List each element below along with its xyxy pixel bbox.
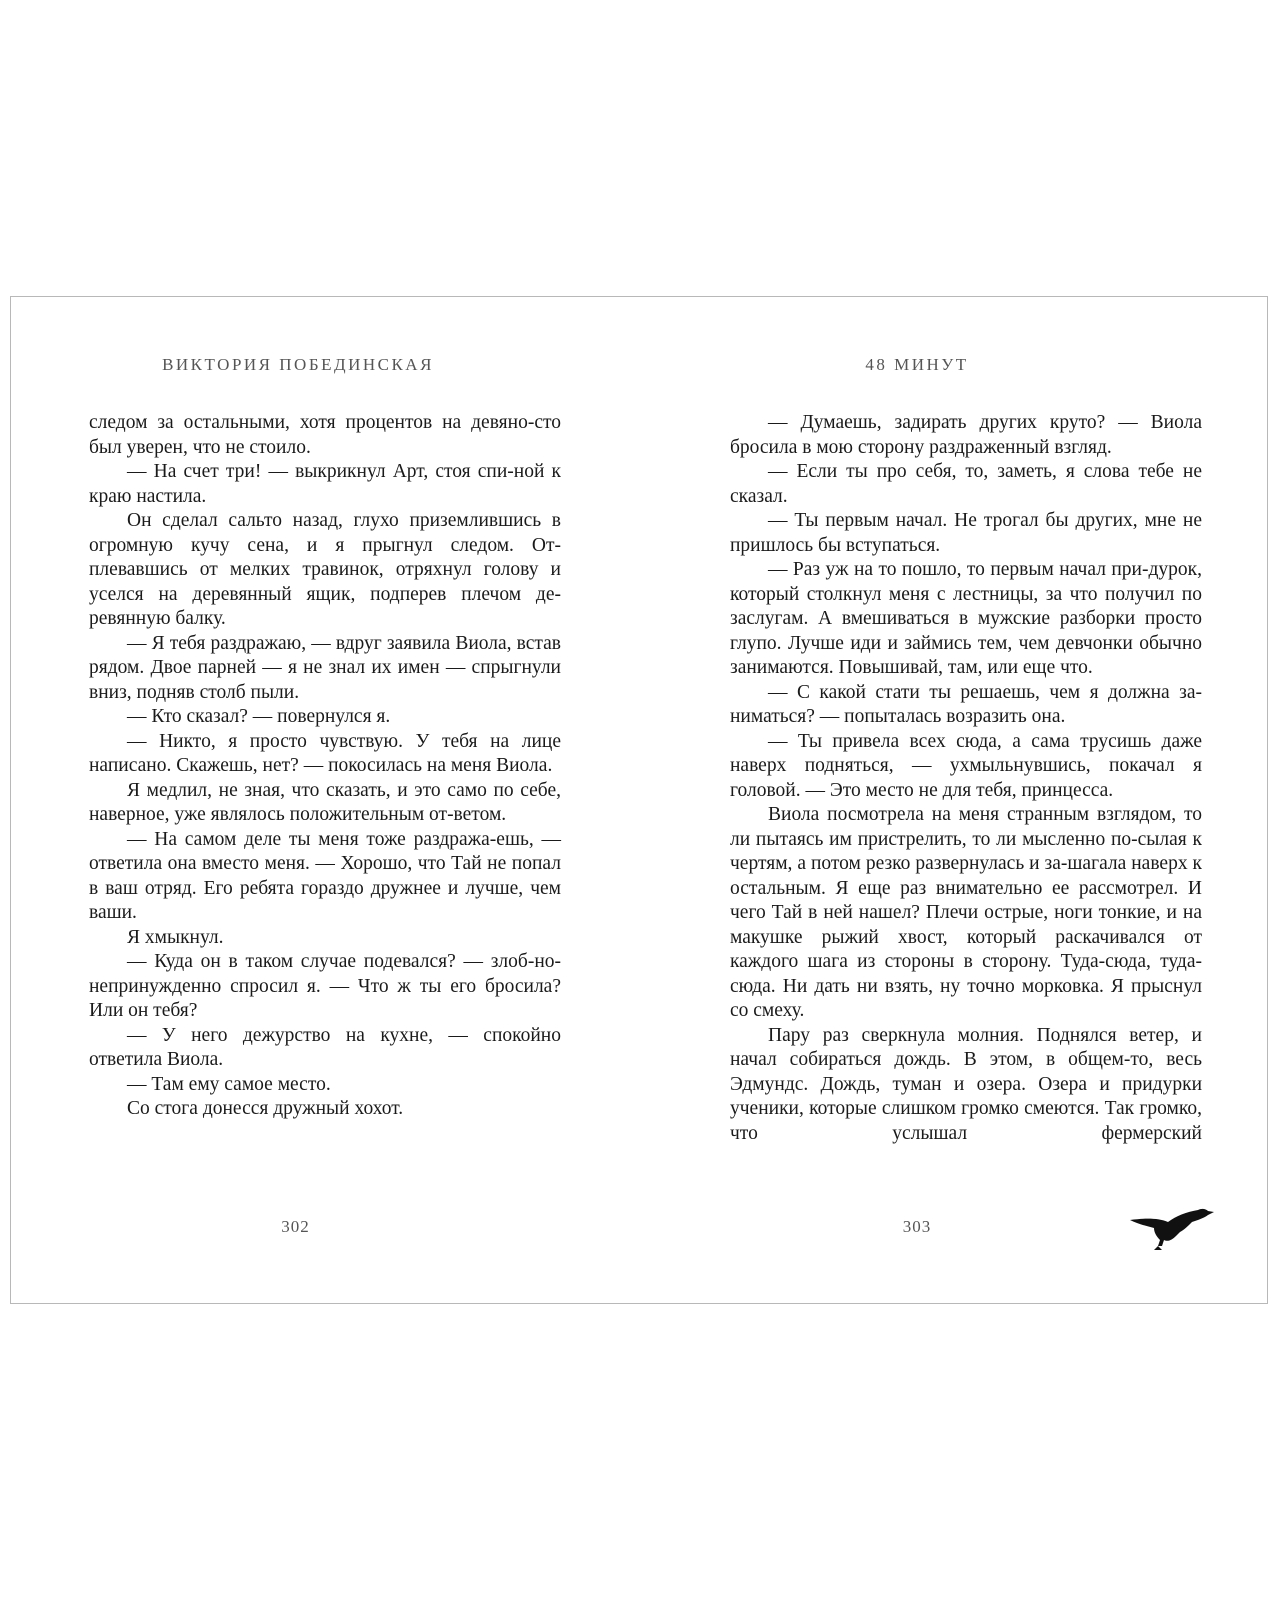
paragraph: — Думаешь, задирать других круто? — Виола бросила в мою сторону раздраженный взгляд. [730,412,1202,458]
paragraph: — Никто, я просто чувствую. У тебя на лице написано. Скажешь, нет? — покосилась на меня Виола. [89,730,561,776]
running-head-author: ВИКТОРИЯ ПОБЕДИНСКАЯ [162,355,434,374]
paragraph: Виола посмотрела на меня странным взглядом, то ли пытаясь им пристрелить, то ли мысленно по-сылая к чертям, а потом резко развернулась и за-шагала наверх к остальным. Я еще раз внимательно ее рассмотрел. И чего Тай в ней нашел? Плечи острые, ноги тонкие, и на макушке рыжий хвост, который раскачивался от каждого шага из стороны в сторону. Туда-сюда, туда-сюда. Ни дать ни взять, ну точно морковка. Я прыснул со смеху. [730,804,1202,1021]
paragraph: Я хмыкнул. [127,926,224,948]
paragraph: — Ты первым начал. Не трогал бы других, мне не пришлось бы вступаться. [730,510,1202,556]
paragraph: — Кто сказал? — повернулся я. [127,706,391,727]
paragraph: — Раз уж на то пошло, то первым начал при-дурок, который столкнул меня с лестницы, за что получил по заслугам. А вмешиваться в мужские разборки просто глупо. Лучше иди и займись тем, чем девчонки обычно занимаются. Повышивай, там, или еще что. [730,559,1202,678]
paragraph: Со стога донесся дружный хохот. [127,1098,404,1119]
paragraph: — Ты привела всех сюда, а сама трусишь даже наверх подняться, — ухмыльнувшись, покачал я головой. — Это место не для тебя, принцесса. [730,730,1202,801]
paragraph: Я медлил, не зная, что сказать, и это само по себе, наверное, уже являлось положительным от-ветом. [89,779,561,825]
right-page-text [730,411,1202,1146]
paragraph: — У него дежурство на кухне, — спокойно ответила Виола. [89,1024,561,1070]
running-head-title: 48 МИНУТ [865,355,969,374]
right-page [640,297,1269,1303]
paragraph: — С какой стати ты решаешь, чем я должна за-ниматься? — попыталась возразить она. [730,681,1202,727]
paragraph: — Если ты про себя, то, заметь, я слова тебе не сказал. [730,461,1202,507]
page-number-right: 303 [902,1217,932,1236]
page-number-left: 302 [281,1217,310,1236]
paragraph: — Я тебя раздражаю, — вдруг заявила Виола, встав рядом. Двое парней — я не знал их имен — спрыгнули вниз, подняв столб пыли. [89,632,561,703]
paragraph: — Там ему самое место. [127,1073,331,1095]
paragraph: — На счет три! — выкрикнул Арт, стоя спи-ной к краю настила. [89,461,561,507]
left-page-text [89,411,561,1122]
paragraph: — Куда он в таком случае подевался? — злоб-но-непринужденно спросил я. — Что ж ты его бросила? Или он тебя? [89,951,561,1021]
paragraph: Он сделал сальто назад, глухо приземлившись в огромную кучу сена, и я прыгнул следом. От-плевавшись от мелких травинок, отряхнул голову и уселся на деревянный ящик, подперев плечом де-ревянную балку. [89,510,561,629]
left-page [11,297,640,1303]
paragraph: следом за остальными, хотя процентов на девяно-сто был уверен, что не стоило. [89,412,561,458]
book-spread [10,296,1268,1304]
paragraph: Пару раз сверкнула молния. Поднялся ветер, и начал собираться дождь. В этом, в общем-то, весь Эдмундс. Дождь, туман и озера. Озера и придурки ученики, которые слишком громко смеются. Так громко, что услышал фермерский [730,1024,1202,1144]
raven-icon [1128,1206,1218,1254]
paragraph: — На самом деле ты меня тоже раздража-ешь, — ответила она вместо меня. — Хорошо, что Тай не попал в ваш отряд. Его ребята гораздо дружнее и лучше, чем ваши. [89,828,561,923]
